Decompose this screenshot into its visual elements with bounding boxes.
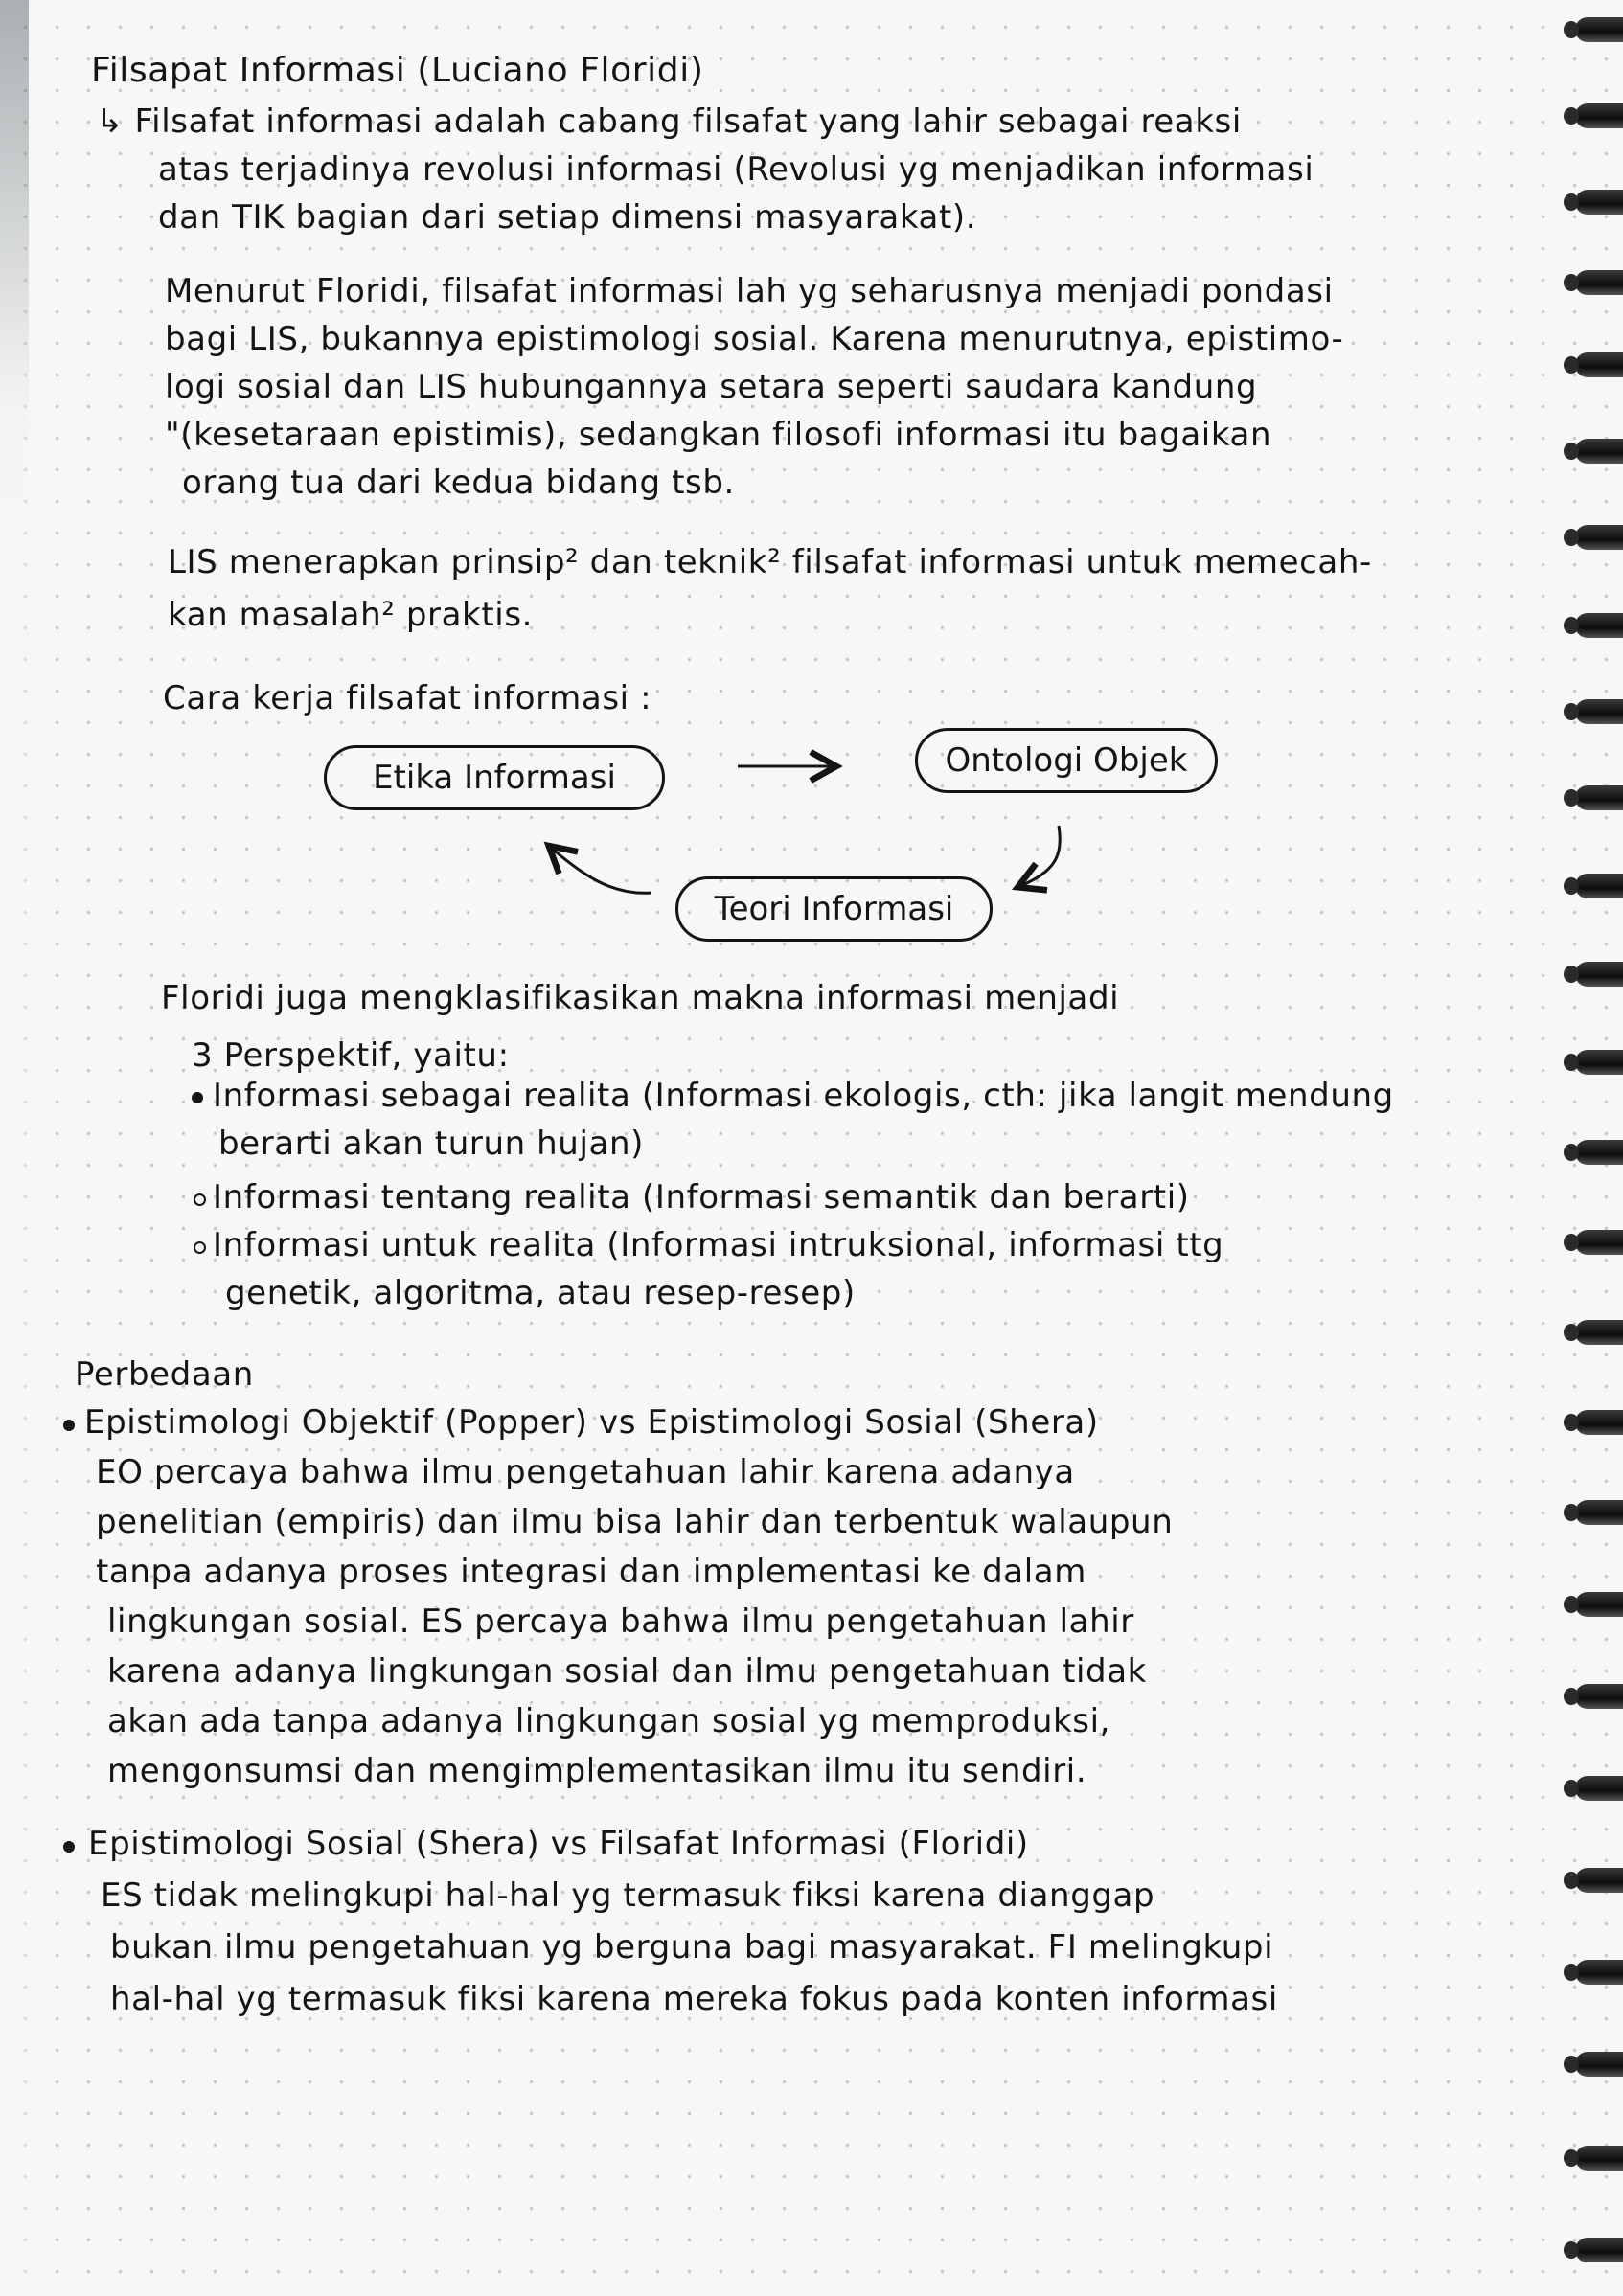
floridi-line-5: orang tua dari kedua bidang tsb. [182, 464, 735, 502]
perbedaan-heading: Perbedaan [75, 1355, 254, 1394]
binding-ring [1575, 1500, 1623, 1525]
binding-ring [1575, 613, 1623, 638]
binding-ring [1575, 1230, 1623, 1255]
binding-ring [1575, 439, 1623, 464]
binding-ring [1575, 1320, 1623, 1345]
binding-ring [1575, 1140, 1623, 1165]
bullet-dot [63, 1420, 75, 1431]
binding-ring [1575, 270, 1623, 295]
bullet-dot [192, 1092, 203, 1103]
binding-ring [1575, 699, 1623, 724]
lis-line-1: LIS menerapkan prinsip² dan teknik² filsafat informasi untuk memecah- [168, 543, 1372, 581]
floridi-line-4: "(kesetaraan epistimis), sedangkan filosofi informasi itu bagaikan [165, 416, 1272, 454]
binding-ring [1575, 1410, 1623, 1435]
perspective-1-line-1: Informasi sebagai realita (Informasi ekologis, cth: jika langit mendung [213, 1077, 1394, 1115]
page-title: Filsapat Informasi (Luciano Floridi) [91, 51, 704, 90]
binding-ring [1575, 1050, 1623, 1075]
perbedaan-1-line-7: akan ada tanpa adanya lingkungan sosial yg memproduksi, [107, 1702, 1111, 1740]
binding-ring [1575, 2146, 1623, 2171]
binding-ring [1575, 2238, 1623, 2262]
bullet-dot [63, 1841, 75, 1853]
binding-ring [1575, 2052, 1623, 2077]
node-ontologi-label: Ontologi Objek [945, 741, 1188, 780]
binding-ring [1575, 103, 1623, 128]
binding-ring [1575, 785, 1623, 810]
binding-ring [1575, 190, 1623, 215]
floridi-line-2: bagi LIS, bukannya epistimologi sosial. Karena menurutnya, epistimo- [165, 320, 1344, 358]
perbedaan-2-line-2: ES tidak melingkupi hal-hal yg termasuk fiksi karena dianggap [101, 1876, 1155, 1915]
perspective-2-line-1: Informasi tentang realita (Informasi semantik dan berarti) [213, 1178, 1190, 1216]
classification-line-2: 3 Perspektif, yaitu: [192, 1036, 510, 1075]
arrow-teori-to-etika [551, 848, 651, 893]
arrow-ontologi-to-teori [1020, 826, 1060, 886]
lis-line-2: kan masalah² praktis. [168, 596, 534, 634]
perspective-3-line-2: genetik, algoritma, atau resep-resep) [225, 1274, 856, 1312]
floridi-line-3: logi sosial dan LIS hubungannya setara seperti saudara kandung [165, 368, 1258, 406]
binding-ring [1575, 525, 1623, 550]
binding-ring [1575, 1868, 1623, 1893]
binding-ring [1575, 1684, 1623, 1709]
floridi-line-1: Menurut Floridi, filsafat informasi lah yg seharusnya menjadi pondasi [165, 272, 1334, 310]
binding-ring [1575, 17, 1623, 42]
diagram-heading: Cara kerja filsafat informasi : [163, 679, 652, 717]
perbedaan-1-line-8: mengonsumsi dan mengimplementasikan ilmu itu sendiri. [107, 1752, 1087, 1790]
binding-ring [1575, 1592, 1623, 1617]
node-teori-label: Teori Informasi [714, 890, 954, 928]
binding-ring [1575, 962, 1623, 987]
perbedaan-2-line-4: hal-hal yg termasuk fiksi karena mereka fokus pada konten informasi [110, 1980, 1278, 2018]
perbedaan-1-line-3: penelitian (empiris) dan ilmu bisa lahir dan terbentuk walaupun [96, 1503, 1174, 1541]
binding-ring [1575, 874, 1623, 898]
intro-line-1: ↳ Filsafat informasi adalah cabang filsafat yang lahir sebagai reaksi [96, 102, 1242, 141]
binding-ring [1575, 1960, 1623, 1985]
perspective-3-line-1: Informasi untuk realita (Informasi intruksional, informasi ttg [213, 1226, 1224, 1264]
perbedaan-2-line-1: Epistimologi Sosial (Shera) vs Filsafat Informasi (Floridi) [88, 1825, 1029, 1863]
bullet-circle [194, 1193, 206, 1206]
spiral-binding [1566, 0, 1623, 2296]
perbedaan-1-line-2: EO percaya bahwa ilmu pengetahuan lahir karena adanya [96, 1453, 1075, 1491]
perbedaan-1-line-4: tanpa adanya proses integrasi dan implementasi ke dalam [96, 1553, 1086, 1591]
perspective-1-line-2: berarti akan turun hujan) [218, 1125, 644, 1163]
intro-line-2: atas terjadinya revolusi informasi (Revolusi yg menjadikan informasi [158, 150, 1314, 189]
perbedaan-2-line-3: bukan ilmu pengetahuan yg berguna bagi masyarakat. FI melingkupi [110, 1928, 1274, 1966]
classification-line-1: Floridi juga mengklasifikasikan makna informasi menjadi [161, 979, 1120, 1017]
node-etika-label: Etika Informasi [373, 759, 616, 797]
perbedaan-1-line-5: lingkungan sosial. ES percaya bahwa ilmu pengetahuan lahir [107, 1603, 1134, 1641]
perbedaan-1-line-1: Epistimologi Objektif (Popper) vs Epistimologi Sosial (Shera) [84, 1403, 1099, 1442]
binding-ring [1575, 352, 1623, 377]
binding-ring [1575, 1776, 1623, 1801]
bullet-circle [194, 1241, 206, 1254]
perbedaan-1-line-6: karena adanya lingkungan sosial dan ilmu pengetahuan tidak [107, 1652, 1147, 1691]
intro-line-3: dan TIK bagian dari setiap dimensi masyarakat). [158, 198, 977, 237]
